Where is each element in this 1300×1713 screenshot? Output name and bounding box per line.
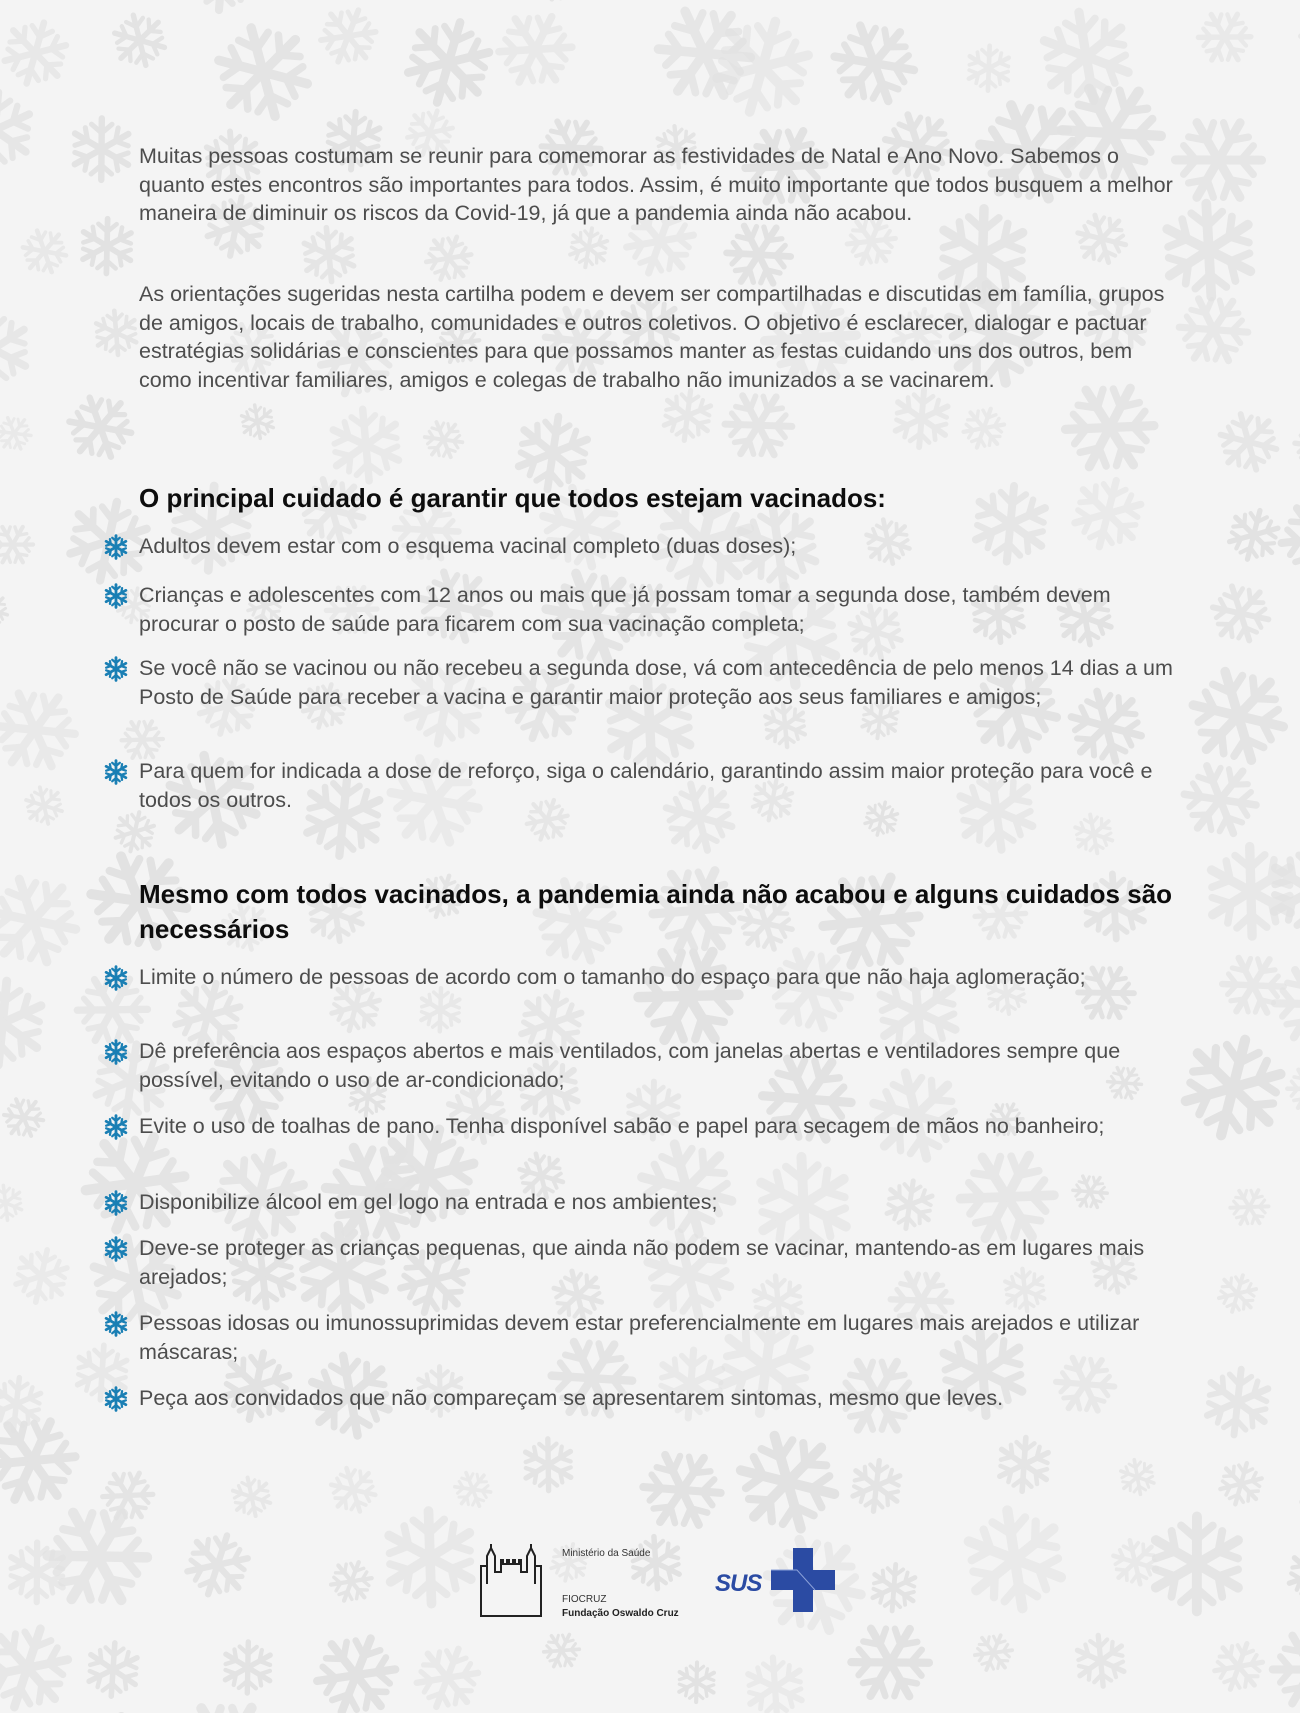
snowflake-icon <box>103 583 129 609</box>
fiocruz-castle-icon <box>477 1540 547 1618</box>
list-item-text: Deve-se proteger as crianças pequenas, que ainda não podem se vacinar, mantendo-as em lugares mais arejados; <box>139 1236 1145 1289</box>
background-snowflake <box>0 14 75 93</box>
background-snowflake <box>304 1623 409 1713</box>
background-snowflake <box>994 1436 1053 1493</box>
fiocruz-building-logo <box>477 1540 547 1618</box>
background-snowflake <box>197 6 328 137</box>
background-snowflake <box>0 89 37 171</box>
list-item <box>103 581 1193 638</box>
intro-paragraph-2: As orientações sugeridas nesta cartilha podem e devem ser compartilhadas e discutidas em família, grupos de amigos, locais de trabalho, comunidades e outros coletivos. O objetivo é esclarecer, dialogar e pactuar estratégias solidárias e conscientes para que possamos manter as festas cuidando uns dos outros, bem como incentivar familiares, amigos e colegas de trabalho não imunizados a se vacinarem. <box>139 282 1165 392</box>
list-item <box>103 1384 1193 1413</box>
footer-logos <box>475 1540 855 1630</box>
background-snowflake <box>968 1628 1018 1677</box>
list-item <box>103 963 1193 992</box>
background-snowflake <box>1066 806 1122 862</box>
sus-cross-icon <box>771 1548 835 1612</box>
snowflake-icon <box>103 656 129 682</box>
background-snowflake <box>0 516 41 572</box>
background-snowflake <box>78 218 136 274</box>
background-snowflake <box>0 298 44 401</box>
background-snowflake <box>0 409 38 457</box>
background-snowflake <box>221 1641 275 1693</box>
section-heading-vaccination: O principal cuidado é garantir que todos estejam vacinados: <box>139 483 886 513</box>
background-snowflake <box>1200 1365 1275 1438</box>
background-snowflake <box>965 45 1013 92</box>
background-snowflake <box>733 1645 817 1713</box>
background-snowflake <box>417 413 471 467</box>
background-snowflake <box>485 0 585 99</box>
background-snowflake <box>447 1464 499 1515</box>
background-snowflake <box>1207 1635 1271 1698</box>
list-item-text: Disponibilize álcool em gel logo na entrada e nos ambientes; <box>139 1190 718 1214</box>
background-snowflake <box>847 1458 905 1515</box>
background-snowflake <box>84 1641 143 1698</box>
snowflake-icon <box>103 1114 129 1140</box>
background-snowflake <box>17 779 71 833</box>
background-snowflake <box>0 586 15 636</box>
list-item <box>103 1234 1193 1291</box>
background-snowflake <box>223 1469 279 1525</box>
snowflake-icon <box>103 759 129 785</box>
list-item-text: Adultos devem estar com o esquema vacinal completo (duas doses); <box>139 534 797 558</box>
background-snowflake <box>110 808 159 856</box>
ministry-label: Ministério da Saúde <box>562 1548 651 1559</box>
list-item <box>103 532 1193 561</box>
list-item-text: Evite o uso de toalhas de pano. Tenha disponível sabão e papel para secagem de mãos no banheiro; <box>139 1114 1105 1138</box>
snowflake-icon <box>103 965 129 991</box>
list-item-text: Se você não se vacinou ou não recebeu a segunda dose, vá com antecedência de pelo menos 14 dias a um Posto de Saúde para receber a vacina e garantir maior proteção aos seus familiares e amigos; <box>139 656 1173 709</box>
snowflake-icon <box>103 1386 129 1412</box>
background-snowflake <box>0 858 96 983</box>
sus-logo <box>715 1548 855 1618</box>
fiocruz-full-name: Fundação Oswaldo Cruz <box>562 1608 679 1619</box>
snowflake-icon <box>103 1190 129 1216</box>
background-snowflake <box>1189 829 1300 955</box>
background-snowflake <box>368 0 503 10</box>
background-snowflake <box>1200 573 1282 654</box>
background-snowflake <box>55 382 145 472</box>
background-snowflake <box>1223 1181 1276 1233</box>
background-snowflake <box>324 1555 378 1609</box>
background-snowflake <box>1213 1270 1262 1318</box>
background-snowflake <box>102 3 176 77</box>
snowflake-icon <box>103 1236 129 1262</box>
background-snowflake <box>13 220 76 283</box>
background-snowflake <box>1065 1625 1137 1698</box>
background-snowflake <box>0 1615 81 1713</box>
list-item-text: Peça aos convidados que não compareçam se apresentarem sintomas, mesmo que leves. <box>139 1386 1004 1410</box>
background-snowflake <box>1214 1457 1268 1510</box>
background-snowflake <box>1268 488 1300 589</box>
background-snowflake <box>179 0 265 13</box>
list-item <box>103 1188 1193 1217</box>
background-snowflake <box>659 387 717 443</box>
background-snowflake <box>233 397 281 445</box>
snowflake-icon <box>103 1311 129 1337</box>
list-item <box>103 1112 1193 1141</box>
list-item-text: Limite o número de pessoas de acordo com o tamanho do espaço para que não haja aglomeração; <box>139 965 1086 989</box>
background-snowflake <box>419 229 479 288</box>
background-snowflake <box>676 1662 718 1703</box>
list-item <box>103 1037 1193 1094</box>
background-snowflake <box>512 1429 584 1501</box>
background-snowflake <box>1207 400 1290 483</box>
background-snowflake <box>890 388 954 450</box>
background-snowflake <box>178 1526 258 1604</box>
background-snowflake <box>70 118 134 180</box>
background-snowflake <box>1188 1 1261 73</box>
background-snowflake <box>1294 1467 1300 1526</box>
background-snowflake <box>157 1683 296 1713</box>
background-snowflake <box>530 0 593 9</box>
background-snowflake <box>1279 1058 1300 1119</box>
background-snowflake <box>565 225 612 271</box>
list-item-text: Crianças e adolescentes com 12 anos ou mais que já possam tomar a segunda dose, também devem procurar o posto de saúde para ficarem com sua vacinação completa; <box>139 583 1111 636</box>
list-item <box>103 1309 1193 1366</box>
background-snowflake <box>718 1413 856 1551</box>
background-snowflake <box>1283 1544 1300 1605</box>
fiocruz-label: FIOCRUZ <box>562 1594 607 1605</box>
background-snowflake <box>1222 504 1285 566</box>
background-snowflake <box>60 1699 183 1713</box>
background-snowflake <box>60 0 192 9</box>
background-snowflake <box>9 1244 74 1308</box>
background-snowflake <box>1288 6 1300 83</box>
background-snowflake <box>312 0 385 72</box>
section-heading-precautions: Mesmo com todos vacinados, a pandemia ainda não acabou e alguns cuidados são necessários <box>139 879 1173 944</box>
intro-paragraph-1: Muitas pessoas costumam se reunir para comemorar as festividades de Natal e Ano Novo. Sabemos o quanto estes encontros são importantes para todos. Assim, é muito importante que todos busquem a melhor maneira de diminuir os riscos da Covid-19, já que a pandemia ainda não acabou. <box>139 144 1173 225</box>
background-snowflake <box>1148 1516 1246 1611</box>
background-snowflake <box>957 402 1011 455</box>
list-item-text: Pessoas idosas ou imunossuprimidas devem estar preferencialmente em lugares mais arejados e utilizar máscaras; <box>139 1311 1140 1364</box>
background-snowflake <box>868 1563 920 1613</box>
snowflake-icon <box>103 1039 129 1065</box>
list-item <box>103 757 1193 814</box>
background-snowflake <box>0 1178 30 1228</box>
list-item <box>103 654 1193 711</box>
background-snowflake <box>0 977 50 1070</box>
background-snowflake <box>537 1627 586 1675</box>
background-snowflake <box>406 1637 488 1713</box>
background-snowflake <box>627 1435 737 1544</box>
background-snowflake <box>817 6 932 121</box>
background-snowflake <box>0 673 92 786</box>
background-snowflake <box>944 1489 1085 1630</box>
list-item-text: Dê preferência aos espaços abertos e mais ventilados, com janelas abertas e ventiladores sempre que possível, evitando o uso de ar-condicionado; <box>139 1039 1121 1092</box>
background-snowflake <box>396 11 501 115</box>
background-snowflake <box>0 1089 52 1145</box>
snowflake-icon <box>103 534 129 560</box>
background-snowflake <box>418 988 464 1032</box>
background-snowflake <box>1112 1452 1162 1502</box>
background-snowflake <box>1284 410 1300 482</box>
list-item-text: Para quem for indicada a dose de reforço, siga o calendário, garantindo assim maior proteção para você e todos os outros. <box>139 759 1153 812</box>
sus-wordmark: SUS <box>715 1570 762 1597</box>
background-snowflake <box>321 1457 386 1522</box>
